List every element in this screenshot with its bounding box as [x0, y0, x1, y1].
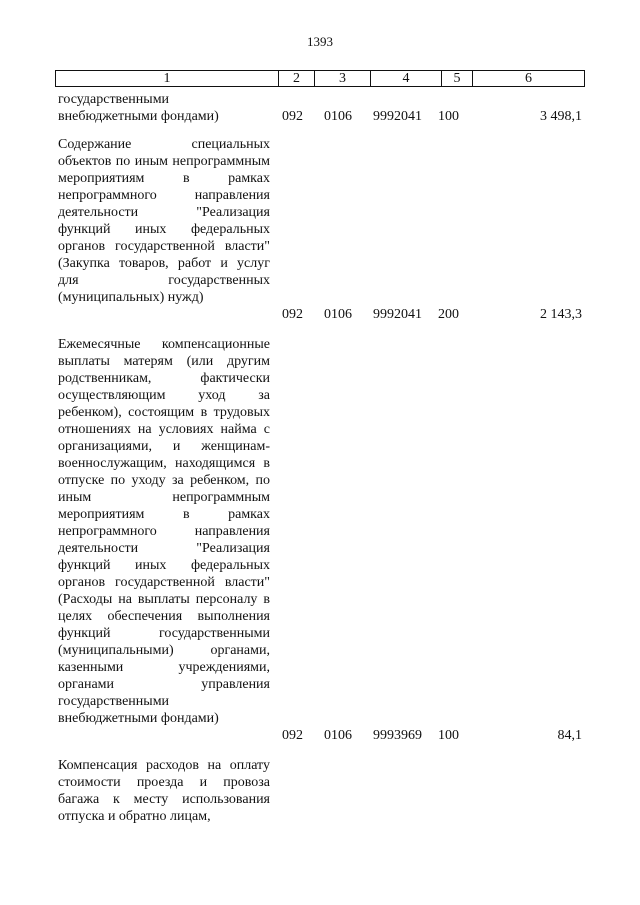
row-section: 0106	[324, 728, 352, 743]
row-target: 9992041	[373, 109, 422, 124]
row-code: 092	[282, 307, 303, 322]
row-amount: 3 498,1	[540, 109, 582, 124]
row-description: Компенсация расходов на оплату стоимости проезда и провоза багажа к месту использования отпуска и обратно лицам,	[58, 758, 270, 824]
table-header	[55, 70, 585, 87]
row-description: Содержание специальных объектов по иным непрограммным мероприятиям в рамках непрограммного направления деятельности "Реализация функций иных федеральных органов государственной власти" (Закупка товаров, работ и услуг для государственных (муниципальных) нужд)	[58, 137, 270, 305]
row-type: 200	[438, 307, 459, 322]
header-col-6: 6	[525, 71, 532, 86]
row-description: государственными внебюджетными фондами)	[58, 92, 219, 124]
row-amount: 84,1	[557, 728, 582, 743]
row-type: 100	[438, 728, 459, 743]
page-number: 1393	[307, 34, 333, 49]
row-section: 0106	[324, 109, 352, 124]
header-col-2: 2	[279, 71, 315, 86]
header-col-3: 3	[315, 71, 371, 86]
row-section: 0106	[324, 307, 352, 322]
row-target: 9992041	[373, 307, 422, 322]
row-code: 092	[282, 728, 303, 743]
header-col-5: 5	[442, 71, 473, 86]
row-type: 100	[438, 109, 459, 124]
header-col-1: 1	[56, 71, 279, 86]
row-description: Ежемесячные компенсационные выплаты матерям (или другим родственникам, фактически осуществляющим уход за ребенком), состоящим в трудовых отношениях на условиях найма с организациями, и женщинам-военнослужащим, находящимся в отпуске по уходу за ребенком, по иным непрограммным мероприятиям в рамках непрограммного направления деятельности "Реализация функций иных федеральных органов государственной власти" (Расходы на выплаты персоналу в целях обеспечения выполнения функций государственными (муниципальными) органами, казенными учреждениями, органами управления государственными внебюджетными фондами)	[58, 337, 270, 726]
row-code: 092	[282, 109, 303, 124]
header-col-4: 4	[371, 71, 442, 86]
row-target: 9993969	[373, 728, 422, 743]
row-amount: 2 143,3	[540, 307, 582, 322]
